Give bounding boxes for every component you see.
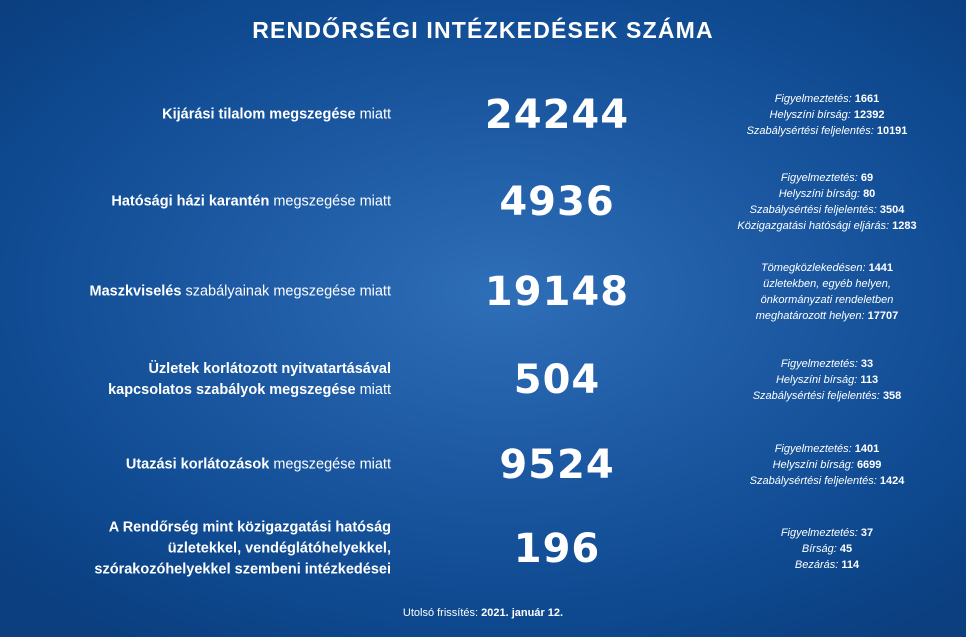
detail-line: önkormányzati rendeletben [760, 294, 894, 306]
detail-line: Szabálysértési feljelentés: 1424 [749, 475, 905, 487]
stat-value: 9524 [499, 442, 615, 488]
detail-line: Bírság: 45 [801, 543, 853, 555]
stat-row-shops [0, 340, 966, 420]
detail-line: Bezárás: 114 [794, 559, 860, 571]
stat-value: 24244 [484, 92, 630, 138]
detail-line: Figyelmeztetés: 69 [780, 172, 874, 184]
detail-line: Helyszíni bírság: 12392 [769, 109, 885, 121]
stat-label: Maszkviselés szabályainak megszegése miatt [89, 283, 391, 300]
stat-label: Üzletek korlátozott nyitvatartásával kapcsolatos szabályok megszegése miatt [108, 361, 391, 398]
detail-line: Figyelmeztetés: 1661 [774, 93, 880, 105]
last-update: Utolsó frissítés: 2021. január 12. [402, 607, 564, 619]
stat-row-authority [0, 509, 966, 589]
detail-line: meghatározott helyen: 17707 [755, 310, 899, 322]
stat-details [697, 260, 957, 324]
stat-label: Utazási korlátozások megszegése miatt [125, 456, 391, 473]
detail-line: Figyelmeztetés: 1401 [774, 443, 880, 455]
detail-line: Szabálysértési feljelentés: 3504 [749, 204, 905, 216]
stat-details [697, 170, 957, 234]
detail-line: Figyelmeztetés: 33 [780, 358, 874, 370]
page-title: RENDŐRSÉGI INTÉZKEDÉSEK SZÁMA [252, 17, 714, 43]
stat-details [697, 91, 957, 139]
stat-label: A Rendőrség mint közigazgatási hatóság üzletekkel, vendéglátóhelyekkel, szórakozóhelyekkel szembeni intézkedései [94, 519, 391, 578]
stat-row-mask [0, 252, 966, 332]
detail-line: Helyszíni bírság: 113 [775, 374, 879, 386]
stat-value: 4936 [499, 179, 615, 225]
stat-row-travel [0, 425, 966, 505]
detail-line: Tömegközlekedésen: 1441 [760, 262, 894, 274]
detail-line: üzletekben, egyéb helyen, [763, 278, 891, 290]
detail-line: Szabálysértési feljelentés: 10191 [746, 125, 908, 137]
stat-value: 196 [513, 526, 601, 572]
detail-line: Figyelmeztetés: 37 [780, 527, 874, 539]
stat-row-quarantine [0, 162, 966, 242]
stat-label: Kijárási tilalom megszegése miatt [162, 106, 391, 123]
detail-line: Helyszíni bírság: 6699 [772, 459, 882, 471]
stat-details [697, 441, 957, 489]
stat-value: 19148 [484, 269, 630, 315]
stat-value: 504 [513, 357, 601, 403]
stat-label: Hatósági házi karantén megszegése miatt [111, 193, 391, 210]
detail-line: Helyszíni bírság: 80 [778, 188, 876, 200]
detail-line: Szabálysértési feljelentés: 358 [752, 390, 902, 402]
detail-line: Közigazgatási hatósági eljárás: 1283 [737, 220, 917, 232]
stat-details [697, 525, 957, 573]
stat-row-curfew [0, 75, 966, 155]
stat-details [697, 356, 957, 404]
